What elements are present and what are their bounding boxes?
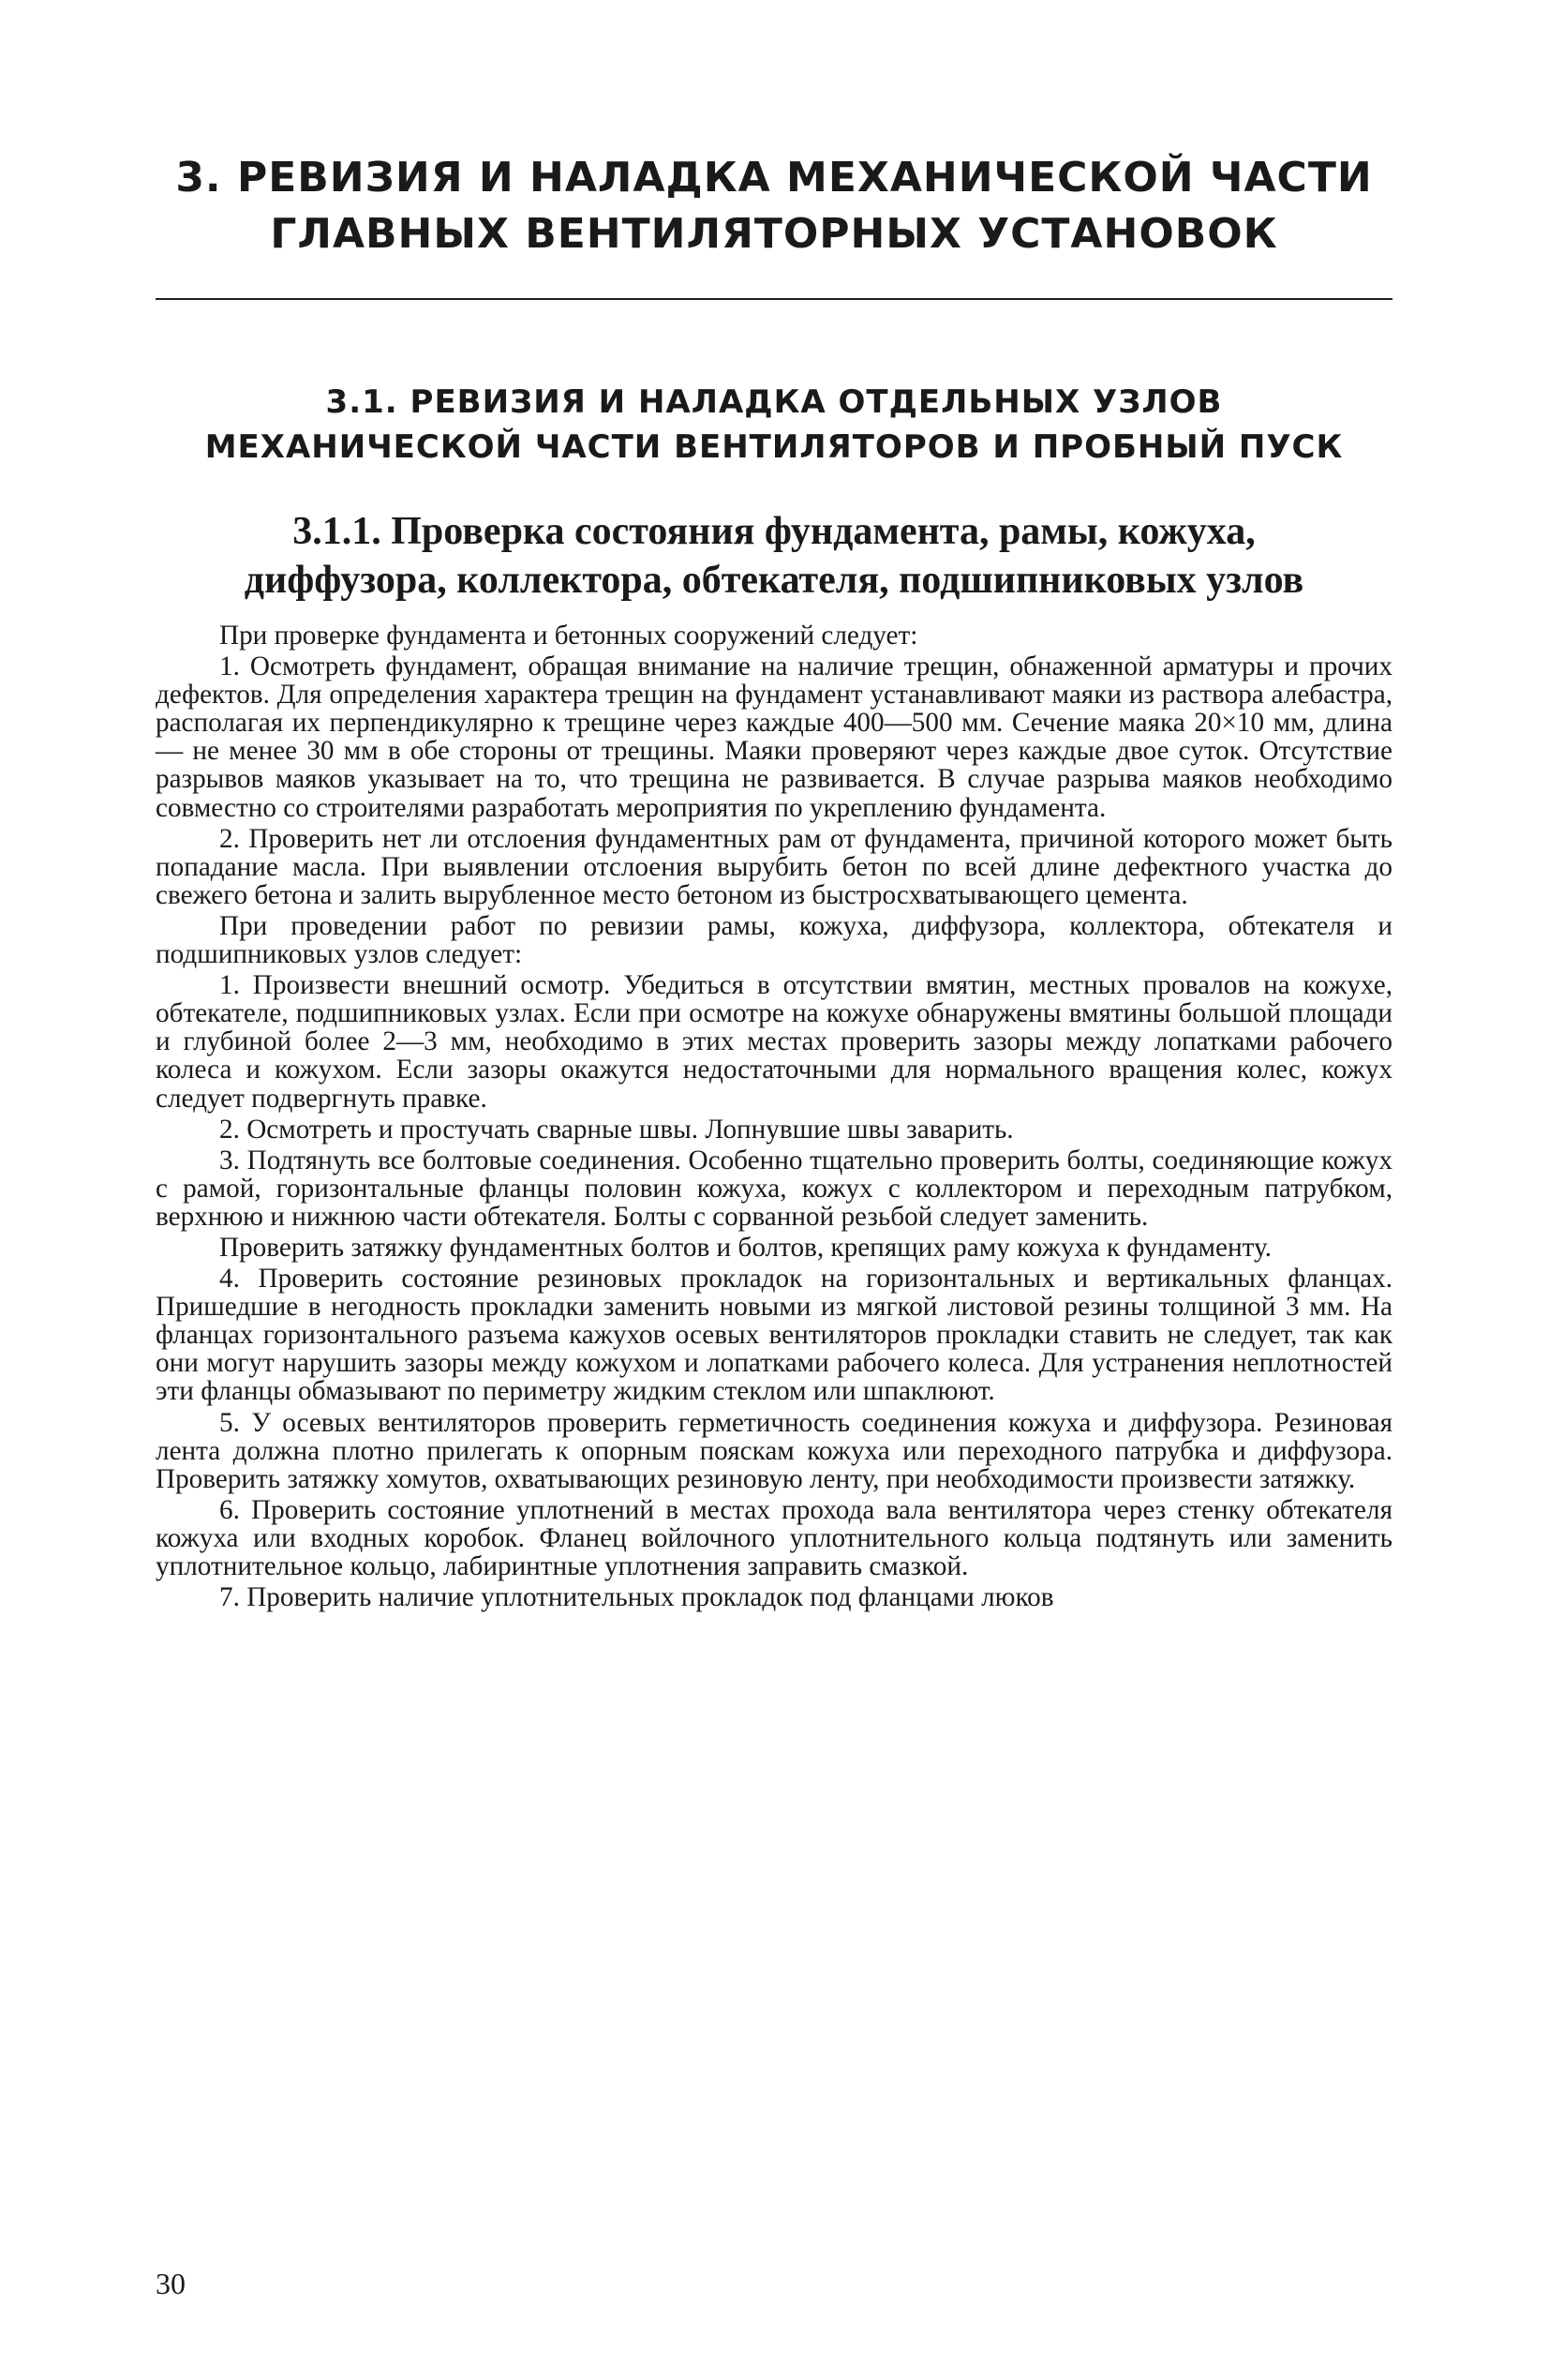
section-title-line-1: 3.1. РЕВИЗИЯ И НАЛАДКА ОТДЕЛЬНЫХ УЗЛОВ [325,383,1223,421]
paragraph: 2. Осмотреть и простучать сварные швы. Лопнувшие швы заварить. [219,1114,1014,1145]
subsection-title-line-1: 3.1.1. Проверка состояния фундамента, рамы, кожуха, [292,510,1256,553]
chapter-divider [156,298,1393,300]
chapter-title-line-2: ГЛАВНЫХ ВЕНТИЛЯТОРНЫХ УСТАНОВОК [270,210,1278,258]
paragraph: 6. Проверить состояние уплотнений в местах прохода вала вентилятора через стенку обтекателя кожуха или входных коробок. Фланец войлочного уплотнительного кольца подтянуть или заменить уплотнительное кольцо, лабиринтные уплотнения заправить смазкой. [156,1494,1393,1581]
paragraph: 4. Проверить состояние резиновых прокладок на горизонтальных и вертикальных фланцах. Пришедшие в негодность прокладки заменить новыми из мягкой листовой резины толщиной 3 мм. На фланцах горизонтального разъема кажухов осевых вентиляторов прокладки ставить не следует, так как они могут нарушить зазоры между кожухом и лопатками рабочего колеса. Для устранения неплотностей эти фланцы обмазывают по периметру жидким стеклом или шпаклюют. [156,1264,1393,1407]
subsection-title [156,507,1393,605]
paragraph: 3. Подтянуть все болтовые соединения. Особенно тщательно проверить болты, соединяющие кожух с рамой, горизонтальные фланцы половин кожуха, кожух с коллектором и переходным патрубком, верхнюю и нижнюю части обтекателя. Болты с сорванной резьбой следует заменить. [156,1145,1393,1232]
paragraph: 5. У осевых вентиляторов проверить герметичность соединения кожуха и диффузора. Резиновая лента должна плотно прилегать к опорным пояскам кожуха или переходного патрубка и диффузора. Проверить затяжку хомутов, охватывающих резиновую ленту, при необходимости произвести затяжку. [156,1407,1393,1494]
section-title [156,380,1393,470]
chapter-title [156,150,1393,262]
paragraph: При проверке фундамента и бетонных сооружений следует: [219,621,918,651]
subsection-title-line-2: диффузора, коллектора, обтекателя, подшипниковых узлов [244,559,1304,602]
paragraph: 1. Осмотреть фундамент, обращая внимание на наличие трещин, обнаженной арматуры и прочих дефектов. Для определения характера трещин на фундамент устанавливают маяки из раствора алебастра, располагая их перпендикулярно к трещине через каждые 400—500 мм. Сечение маяка 20×10 мм, длина — не менее 30 мм в обе стороны от трещины. Маяки проверяют через каждые двое суток. Отсутствие разрывов маяков указывает на то, что трещина не развивается. В случае разрыва маяков необходимо совместно со строителями разработать мероприятия по укреплению фундамента. [156,651,1393,823]
body-text [156,621,1393,1611]
paragraph: 1. Произвести внешний осмотр. Убедиться в отсутствии вмятин, местных провалов на кожухе, обтекателе, подшипниковых узлах. Если при осмотре на кожухе обнаружены вмятины большой площади и глубиной более 2—3 мм, необходимо в этих местах проверить зазоры между лопатками рабочего колеса и кожухом. Если зазоры окажутся недостаточными для нормального вращения колес, кожух следует подвергнуть правке. [156,970,1393,1114]
paragraph: 7. Проверить наличие уплотнительных прокладок под фланцами люков [219,1582,1054,1613]
paragraph: 2. Проверить нет ли отслоения фундаментных рам от фундамента, причиной которого может быть попадание масла. При выявлении отслоения вырубить бетон по всей длине дефектного участка до свежего бетона и залить вырубленное место бетоном из быстросхватывающего цемента. [156,823,1393,910]
page-number: 30 [156,2267,186,2300]
section-title-line-2: МЕХАНИЧЕСКОЙ ЧАСТИ ВЕНТИЛЯТОРОВ И ПРОБНЫЙ ПУСК [204,428,1344,466]
paragraph: Проверить затяжку фундаментных болтов и болтов, крепящих раму кожуха к фундаменту. [219,1232,1272,1263]
chapter-title-line-1: 3. РЕВИЗИЯ И НАЛАДКА МЕХАНИЧЕСКОЙ ЧАСТИ [175,154,1373,202]
page-content [156,150,1393,1614]
paragraph: При проведении работ по ревизии рамы, кожуха, диффузора, коллектора, обтекателя и подшипниковых узлов следует: [156,910,1393,970]
